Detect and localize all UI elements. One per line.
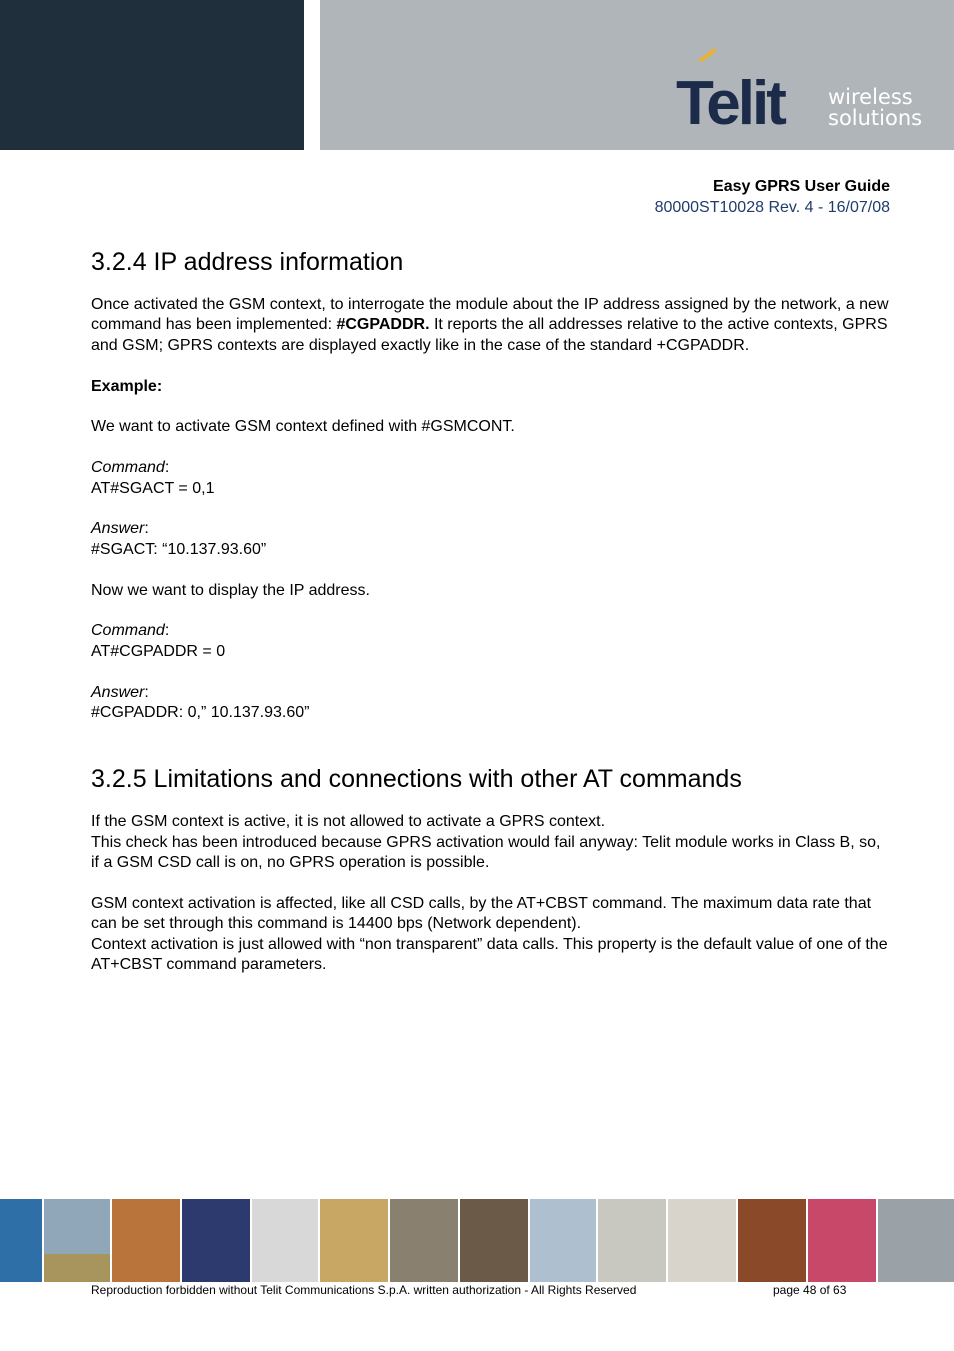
cbst-paragraph-line-1: GSM context activation is affected, like all CSD calls, by the AT+CBST command. The maximum data rate that can be set through this command is 14400 bps (Network dependent). [91, 895, 872, 933]
footer-copyright: Reproduction forbidden without Telit Communications S.p.A. written authorization - All Rights Reserved [91, 1283, 637, 1297]
section-heading-3-2-5: 3.2.5 Limitations and connections with other AT commands [91, 765, 742, 794]
limitations-paragraph-line-1: If the GSM context is active, it is not allowed to activate a GPRS context. [91, 813, 606, 831]
footer-page-number: page 48 of 63 [773, 1283, 847, 1297]
command-cgpaddr: AT#CGPADDR = 0 [91, 642, 226, 660]
answer-label: Answer: [91, 683, 149, 701]
logo-tagline-1: wireless [828, 85, 913, 109]
section-heading-3-2-4: 3.2.4 IP address information [91, 248, 404, 276]
page-content [91, 246, 891, 976]
logo-tagline-2: solutions [828, 106, 923, 130]
example-intro: We want to activate GSM context defined with #GSMCONT. [91, 418, 515, 436]
document-title: Easy GPRS User Guide [713, 178, 890, 195]
answer-sgact: #SGACT: “10.137.93.60” [91, 540, 267, 558]
cgpaddr-command-name: #CGPADDR. [336, 316, 430, 334]
limitations-paragraph-line-2: This check has been introduced because GPRS activation would fail anyway: Telit module works in Class B, so, if a GSM CSD call is on, no GPRS operation is possible. [91, 833, 881, 872]
display-intro: Now we want to display the IP address. [91, 581, 370, 599]
command-sgact: AT#SGACT = 0,1 [91, 479, 215, 497]
cbst-paragraph-line-2: Context activation is just allowed with “non transparent” data calls. This property is the default value of one of the AT+CBST command parameters. [91, 935, 888, 974]
footer-photo-strip [0, 1199, 954, 1282]
answer-cgpaddr: #CGPADDR: 0,” 10.137.93.60” [91, 704, 310, 722]
command-label: Command: [91, 622, 170, 640]
document-revision: 80000ST10028 Rev. 4 - 16/07/08 [654, 199, 890, 216]
example-label: Example: [91, 377, 163, 395]
answer-label: Answer: [91, 520, 149, 538]
header-dark-block [0, 0, 304, 150]
intro-paragraph: Once activated the GSM context, to interrogate the module about the IP address assigned by the network, a new command has been implemented: #CGPADDR. It reports the all addresses relative to the active contexts, GPRS and GSM; GPRS contexts are displayed exactly like in the case of the standard +CGPADDR. [91, 296, 889, 354]
telit-logo [676, 48, 936, 130]
logo-wordmark: Telit [676, 69, 784, 130]
command-label: Command: [91, 459, 170, 477]
